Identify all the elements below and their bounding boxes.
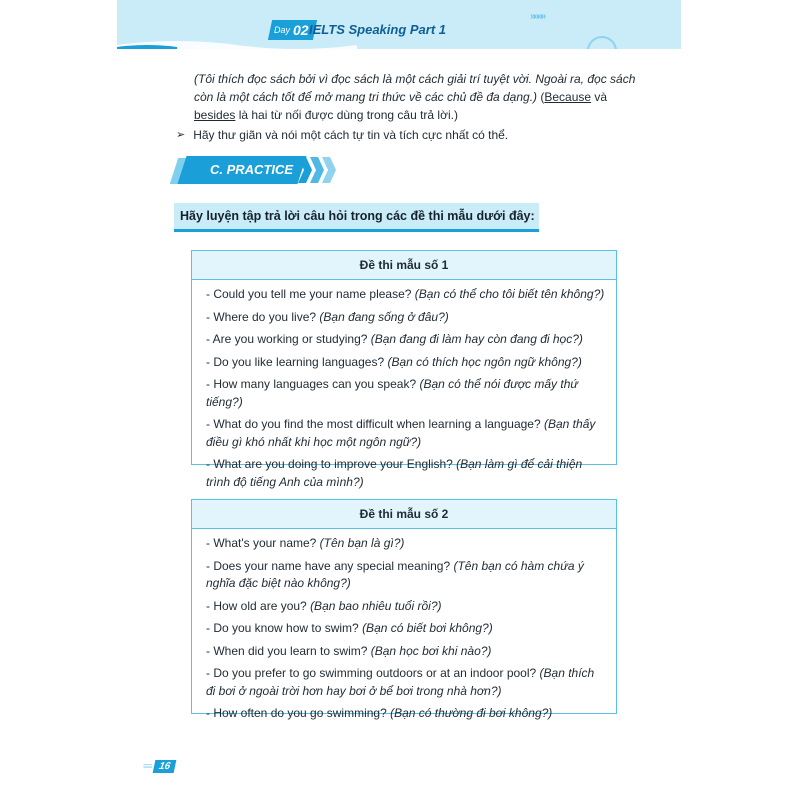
chevron-decoration-icon: »»»» [530, 11, 545, 22]
exam-title: Đề thi mẫu số 1 [192, 251, 616, 280]
speed-lines-icon: ≡≡ [143, 761, 152, 771]
question-vi: (Bạn có biết bơi không?) [362, 621, 493, 635]
question-vi: (Bạn có thể nói được mấy thứ tiếng?) [206, 377, 579, 409]
intro-paragraph [194, 70, 644, 124]
question-item [206, 374, 606, 414]
practice-instruction: Hãy luyện tập trả lời câu hỏi trong các đề thi mẫu dưới đây: [174, 203, 539, 232]
question-en: - Do you prefer to go swimming outdoors or at an indoor pool? [206, 666, 540, 680]
header-title: IELTS Speaking Part 1 [309, 22, 447, 37]
question-item [206, 596, 606, 619]
question-en: - What's your name? [206, 536, 320, 550]
question-en: - Where do you live? [206, 309, 320, 324]
question-vi: (Bạn học bơi khi nào?) [370, 643, 492, 658]
question-item [206, 618, 606, 641]
section-chevrons [300, 155, 336, 185]
question-en: - Do you like learning languages? [206, 354, 388, 369]
question-list [192, 529, 616, 730]
exam-box-1 [191, 250, 617, 489]
question-list [192, 280, 616, 498]
question-item [206, 533, 606, 556]
question-en: - What do you find the most difficult when learning a language? [206, 417, 544, 431]
question-vi: (Bạn bao nhiêu tuổi rồi?) [310, 598, 442, 613]
exam-box-2 [191, 499, 617, 720]
question-en: - How often do you go swimming? [206, 706, 391, 720]
question-item [206, 352, 606, 375]
exam-title: Đề thi mẫu số 2 [192, 500, 616, 529]
linking-word-besides: besides [194, 108, 236, 122]
tip-line [176, 126, 646, 144]
page-number-badge [143, 759, 175, 773]
intro-and: và [591, 90, 608, 104]
question-vi: (Bạn có thể cho tôi biết tên không?) [414, 287, 605, 301]
question-vi: (Bạn làm gì để cải thiện trình độ tiếng Anh của mình?) [206, 457, 583, 489]
question-en: - When did you learn to swim? [206, 643, 371, 658]
tip-text: Hãy thư giãn và nói một cách tự tin và tích cực nhất có thể. [193, 128, 509, 142]
day-number: 02 [293, 22, 309, 38]
question-item [206, 663, 606, 703]
question-item [206, 641, 606, 664]
question-en: - Could you tell me your name please? [206, 287, 415, 301]
page-header [117, 0, 681, 49]
question-vi: (Bạn thích đi bơi ở ngoài trời hơn hay bơi ở bể bơi trong nhà hơn?) [206, 666, 595, 698]
intro-tail: là hai từ nối được dùng trong câu trả lời.) [235, 108, 458, 122]
question-en: - Does your name have any special meaning? [206, 558, 454, 573]
question-en: - How many languages can you speak? [206, 377, 420, 391]
question-vi: (Bạn thấy điều gì khó nhất khi học một ngôn ngữ?) [206, 417, 596, 449]
section-title: C. PRACTICE [210, 162, 294, 177]
day-label: Day [274, 25, 291, 35]
question-item [206, 414, 606, 454]
linking-word-because: Because [544, 90, 592, 104]
question-en: - Do you know how to swim? [206, 621, 363, 635]
question-vi: (Tên bạn có hàm chứa ý nghĩa đặc biệt nào không?) [206, 558, 584, 590]
page-number: 16 [152, 760, 176, 773]
question-vi: (Bạn có thường đi bơi không?) [390, 706, 553, 720]
intro-open-paren: ( [537, 90, 545, 104]
question-item [206, 329, 606, 352]
question-item [206, 556, 606, 596]
question-vi: (Bạn đang sống ở đâu?) [319, 309, 449, 324]
question-en: - What are you doing to improve your English? [206, 457, 457, 471]
question-en: - Are you working or studying? [206, 332, 371, 346]
question-item [206, 284, 606, 307]
question-item [206, 307, 606, 330]
section-badge [174, 156, 344, 186]
arrow-bullet-icon: ➢ [176, 129, 186, 141]
question-vi: (Tên bạn là gì?) [319, 536, 405, 550]
question-vi: (Bạn có thích học ngôn ngữ không?) [387, 354, 582, 369]
question-en: - How old are you? [206, 598, 311, 613]
question-item [206, 454, 606, 494]
intro-translation: (Tôi thích đọc sách bởi vì đọc sách là một cách giải trí tuyệt vời. Ngoài ra, đọc sách còn là một cách tốt để mở mang tri thức về các chủ đề đa dạng.) [194, 72, 636, 104]
chevron-right-icon [320, 155, 336, 185]
header-wave [117, 37, 681, 49]
question-item [206, 703, 606, 726]
question-vi: (Bạn đang đi làm hay còn đang đi học?) [370, 332, 583, 346]
